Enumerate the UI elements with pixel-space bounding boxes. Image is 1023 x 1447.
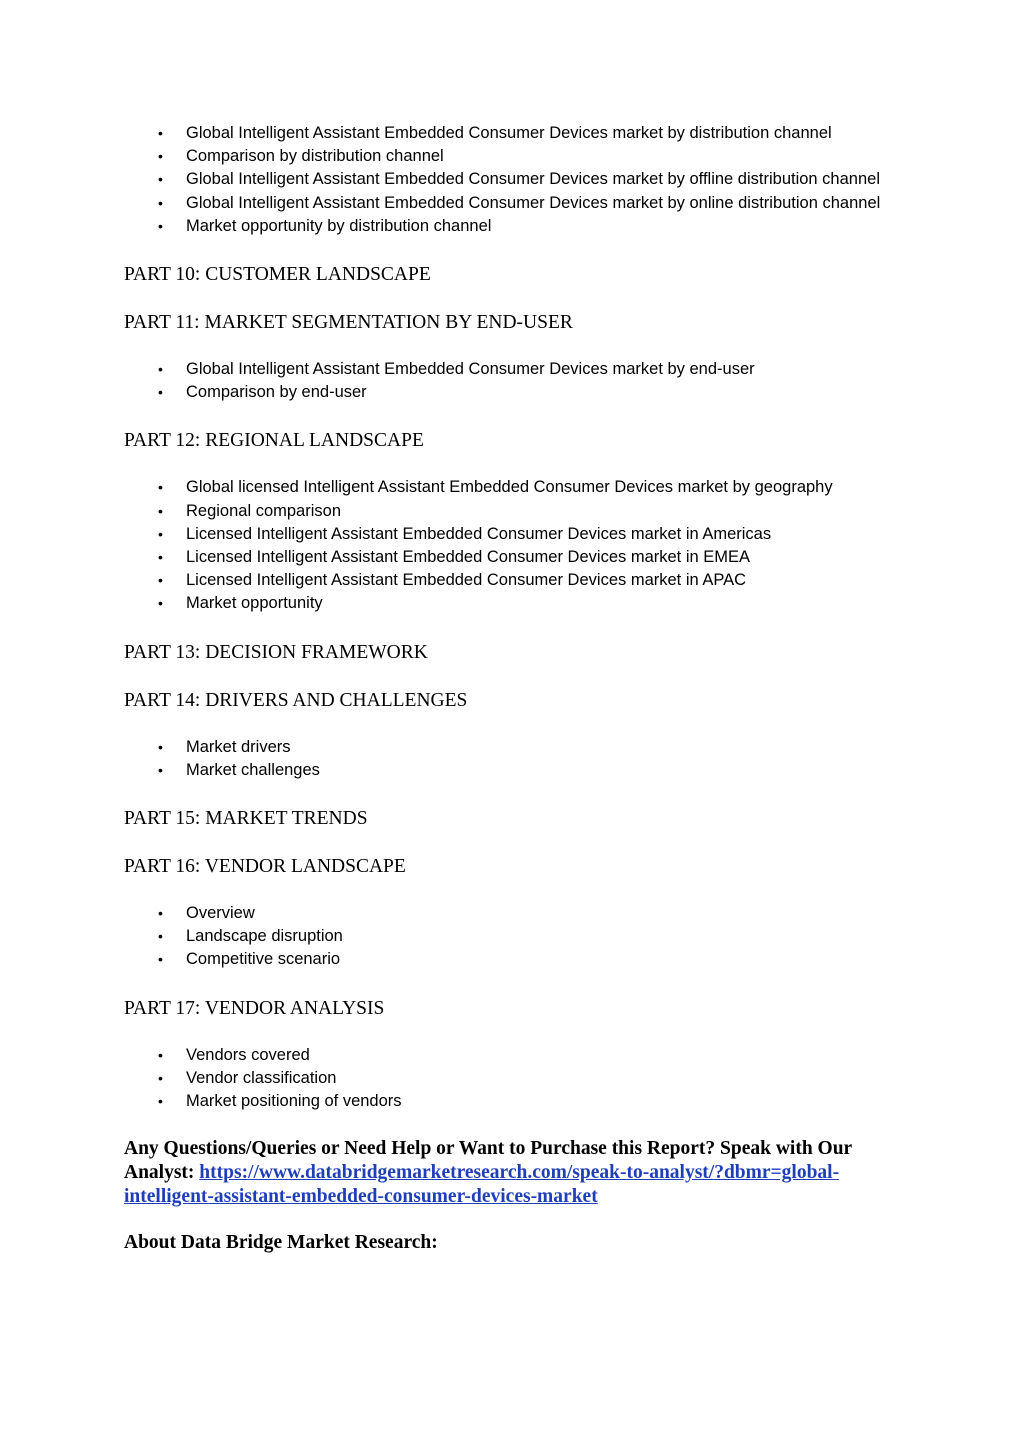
bullet-icon: • bbox=[158, 905, 163, 922]
list-item: • Comparison by end-user bbox=[124, 381, 904, 404]
part-16-list bbox=[124, 902, 904, 972]
bullet-icon: • bbox=[158, 595, 163, 612]
bullet-icon: • bbox=[158, 951, 163, 968]
list-item: • Global Intelligent Assistant Embedded Consumer Devices market by online distribution channel bbox=[124, 192, 904, 215]
cta-text: Any Questions/Queries or Need Help or Want to Purchase this Report? Speak with Our Analyst: bbox=[124, 1138, 852, 1184]
document-page bbox=[124, 122, 904, 1255]
list-item: • Market challenges bbox=[124, 759, 904, 782]
bullet-icon: • bbox=[158, 525, 163, 542]
list-item: • Vendors covered bbox=[124, 1044, 904, 1067]
list-item: • Global Intelligent Assistant Embedded Consumer Devices market by distribution channel bbox=[124, 122, 904, 145]
part-15-heading: PART 15: MARKET TRENDS bbox=[124, 808, 368, 830]
bullet-icon: • bbox=[158, 217, 163, 234]
part-17-heading: PART 17: VENDOR ANALYSIS bbox=[124, 997, 385, 1019]
bullet-icon: • bbox=[158, 148, 163, 165]
part-17-list bbox=[124, 1044, 904, 1114]
list-item: • Overview bbox=[124, 902, 904, 925]
list-item: • Licensed Intelligent Assistant Embedded Consumer Devices market in EMEA bbox=[124, 546, 904, 569]
part-12-list bbox=[124, 476, 904, 615]
bullet-icon: • bbox=[158, 1046, 163, 1063]
list-item: • Comparison by distribution channel bbox=[124, 145, 904, 168]
bullet-icon: • bbox=[158, 479, 163, 496]
bullet-icon: • bbox=[158, 761, 163, 778]
bullet-icon: • bbox=[158, 738, 163, 755]
list-item: • Market positioning of vendors bbox=[124, 1090, 904, 1113]
bullet-icon: • bbox=[158, 125, 163, 141]
contact-analyst-paragraph bbox=[124, 1137, 904, 1209]
bullet-icon: • bbox=[158, 928, 163, 945]
bullet-icon: • bbox=[158, 572, 163, 589]
list-item: • Global Intelligent Assistant Embedded Consumer Devices market by offline distribution channel bbox=[124, 168, 904, 191]
list-item: • Market opportunity by distribution channel bbox=[124, 215, 904, 238]
about-heading: About Data Bridge Market Research: bbox=[124, 1232, 438, 1254]
list-item: • Global Intelligent Assistant Embedded Consumer Devices market by end-user bbox=[124, 358, 904, 381]
list-item: • Licensed Intelligent Assistant Embedded Consumer Devices market in Americas bbox=[124, 523, 904, 546]
list-item: • Global licensed Intelligent Assistant Embedded Consumer Devices market by geography bbox=[124, 476, 904, 499]
list-item: • Landscape disruption bbox=[124, 925, 904, 948]
list-item: • Licensed Intelligent Assistant Embedded Consumer Devices market in APAC bbox=[124, 569, 904, 592]
bullet-icon: • bbox=[158, 384, 163, 401]
bullet-icon: • bbox=[158, 549, 163, 566]
list-item: • Vendor classification bbox=[124, 1067, 904, 1090]
part-13-heading: PART 13: DECISION FRAMEWORK bbox=[124, 641, 428, 663]
bullet-icon: • bbox=[158, 1093, 163, 1110]
bullet-icon: • bbox=[158, 194, 163, 211]
part-11-heading: PART 11: MARKET SEGMENTATION BY END-USER bbox=[124, 312, 573, 334]
bullet-icon: • bbox=[158, 171, 163, 188]
part-10-heading: PART 10: CUSTOMER LANDSCAPE bbox=[124, 264, 431, 286]
list-item: • Market opportunity bbox=[124, 592, 904, 615]
part-12-heading: PART 12: REGIONAL LANDSCAPE bbox=[124, 430, 424, 452]
bullet-icon: • bbox=[158, 361, 163, 378]
bullet-icon: • bbox=[158, 1069, 163, 1086]
speak-to-analyst-link[interactable]: https://www.databridgemarketresearch.com/speak-to-analyst/?dbmr=global-intelligent-assistant-embedded-consumer-devices-market bbox=[124, 1162, 840, 1208]
list-item: • Regional comparison bbox=[124, 500, 904, 523]
bullet-icon: • bbox=[158, 502, 163, 519]
part-14-heading: PART 14: DRIVERS AND CHALLENGES bbox=[124, 689, 468, 711]
list-item: • Market drivers bbox=[124, 736, 904, 759]
part-14-list bbox=[124, 736, 904, 782]
distribution-channel-list bbox=[124, 122, 904, 238]
part-16-heading: PART 16: VENDOR LANDSCAPE bbox=[124, 856, 406, 878]
part-11-list bbox=[124, 358, 904, 404]
list-item: • Competitive scenario bbox=[124, 948, 904, 971]
